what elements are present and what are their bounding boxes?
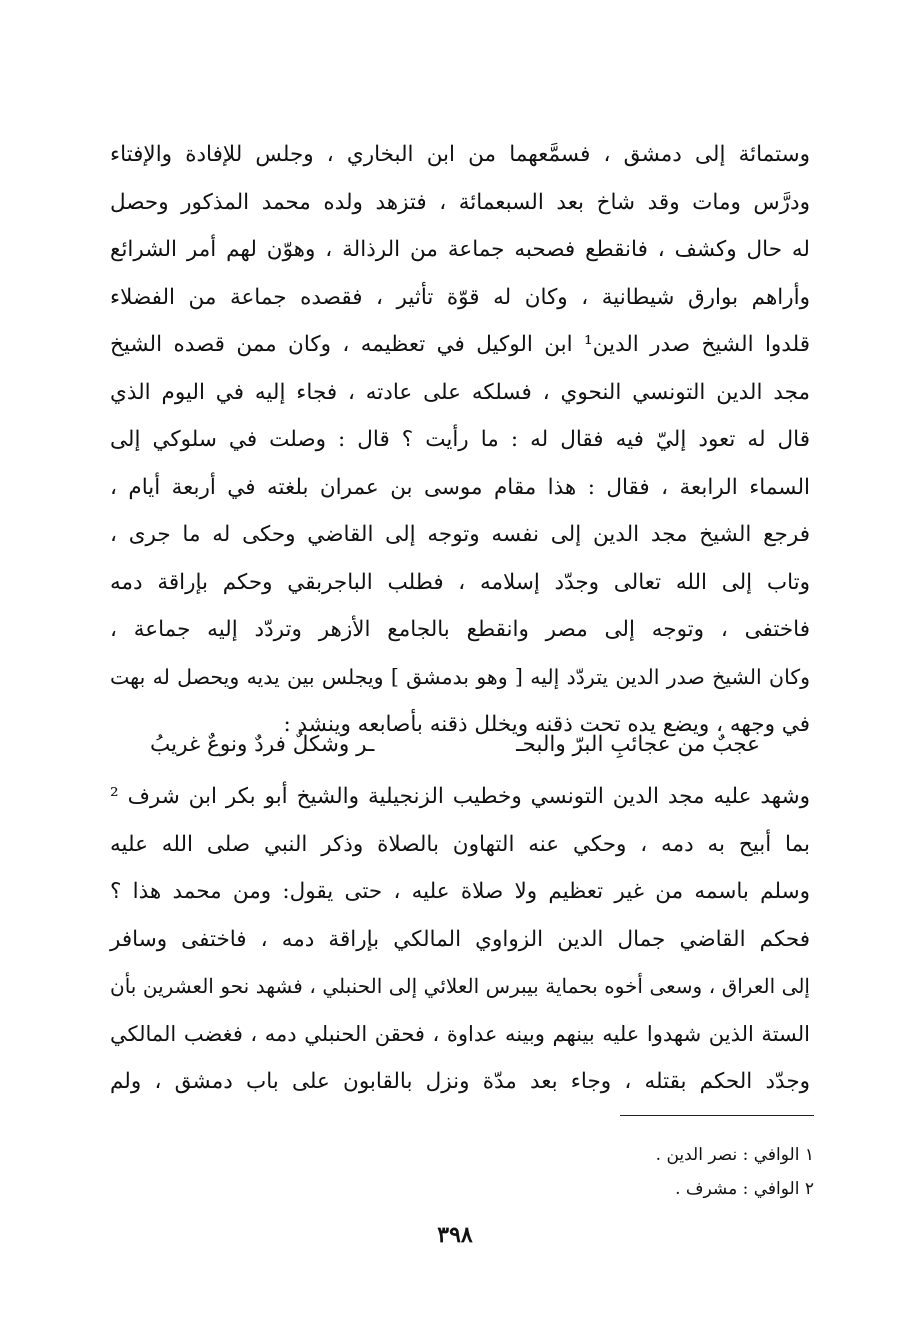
text-line: وكان الشيخ صدر الدين يتردّد إليه [ وهو بدمشق ] ويجلس بين يديه ويحصل له بهت — [110, 664, 810, 689]
footnote-divider — [620, 1115, 814, 1116]
text-line: وسلم باسمه من غير تعظيم ولا صلاة عليه ، حتى يقول: ومن محمد هذا ؟ — [110, 879, 810, 904]
text-line: وأراهم بوارق شيطانية ، وكان له قوّة تأثير ، فقصده جماعة من الفضلاء — [110, 284, 810, 310]
text-line: إلى العراق ، وسعى أخوه بحماية بيبرس العلائي إلى الحنبلي ، فشهد نحو العشرين بأن — [110, 974, 810, 998]
text-line: في وجهه ، ويضع يده تحت ذقنه ويخلل ذقنه بأصابعه وينشد : — [283, 712, 810, 737]
verse-second-hemistich: ـر وشكلٌ فردٌ ونوعٌ غريبُ — [150, 732, 375, 757]
text-line: فرجع الشيخ مجد الدين إلى نفسه وتوجه إلى القاضي وحكى له ما جرى ، — [110, 522, 810, 547]
text-line: السماء الرابعة ، فقال : هذا مقام موسى بن عمران بلغته في أربعة أيام ، — [110, 474, 810, 500]
text-line: وشهد عليه مجد الدين التونسي وخطيب الزنجيلية والشيخ أبو بكر ابن شرف ² — [110, 784, 810, 809]
text-line: له حال وكشف ، فانقطع فصحبه جماعة من الرذالة ، وهوّن لهم أمر الشرائع — [110, 237, 810, 262]
text-line: مجد الدين التونسي النحوي ، فسلكه على عادته ، فجاء إليه في اليوم الذي — [110, 379, 810, 405]
footnote: ١ الوافي : نصر الدين . — [655, 1145, 814, 1165]
text-line: فحكم القاضي جمال الدين الزواوي المالكي بإراقة دمه ، فاختفى وسافر — [110, 926, 810, 952]
page-number: ٣٩٨ — [437, 1222, 473, 1248]
text-line: ودرَّس ومات وقد شاخ بعد السبعمائة ، فتزهد ولده محمد المذكور وحصل — [110, 189, 810, 215]
text-line: قلدوا الشيخ صدر الدين¹ ابن الوكيل في تعظيمه ، وكان ممن قصده الشيخ — [110, 332, 810, 357]
text-line: بما أبيح به دمه ، وحكي عنه التهاون بالصلاة وذكر النبي صلى الله عليه — [110, 831, 810, 857]
text-line: وتاب إلى الله تعالى وجدّد إسلامه ، فطلب الباجربقي وحكم بإراقة دمه — [110, 569, 810, 595]
text-line: وجدّد الحكم بقتله ، وجاء بعد مدّة ونزل بالقابون على باب دمشق ، ولم — [110, 1069, 810, 1094]
verse-first-hemistich: عجبٌ من عجائبِ البرّ والبحـ — [516, 732, 760, 757]
verse — [150, 720, 760, 770]
text-line: قال له تعود إليّ فيه فقال له : ما رأيت ؟ قال : وصلت في سلوكي إلى — [110, 427, 810, 452]
text-line: الستة الذين شهدوا عليه بينهم وبينه عداوة ، فحقن الحنبلي دمه ، فغضب المالكي — [110, 1021, 810, 1046]
text-line: فاختفى ، وتوجه إلى مصر وانقطع بالجامع الأزهر وتردّد إليه جماعة ، — [110, 617, 810, 642]
text-line: وستمائة إلى دمشق ، فسمَّعهما من ابن البخاري ، وجلس للإفادة والإفتاء — [110, 142, 810, 167]
paragraph-2 — [110, 773, 810, 1106]
footnotes — [656, 1138, 814, 1206]
footnote: ٢ الوافي : مشرف . — [675, 1179, 814, 1199]
paragraph-1 — [110, 131, 810, 749]
